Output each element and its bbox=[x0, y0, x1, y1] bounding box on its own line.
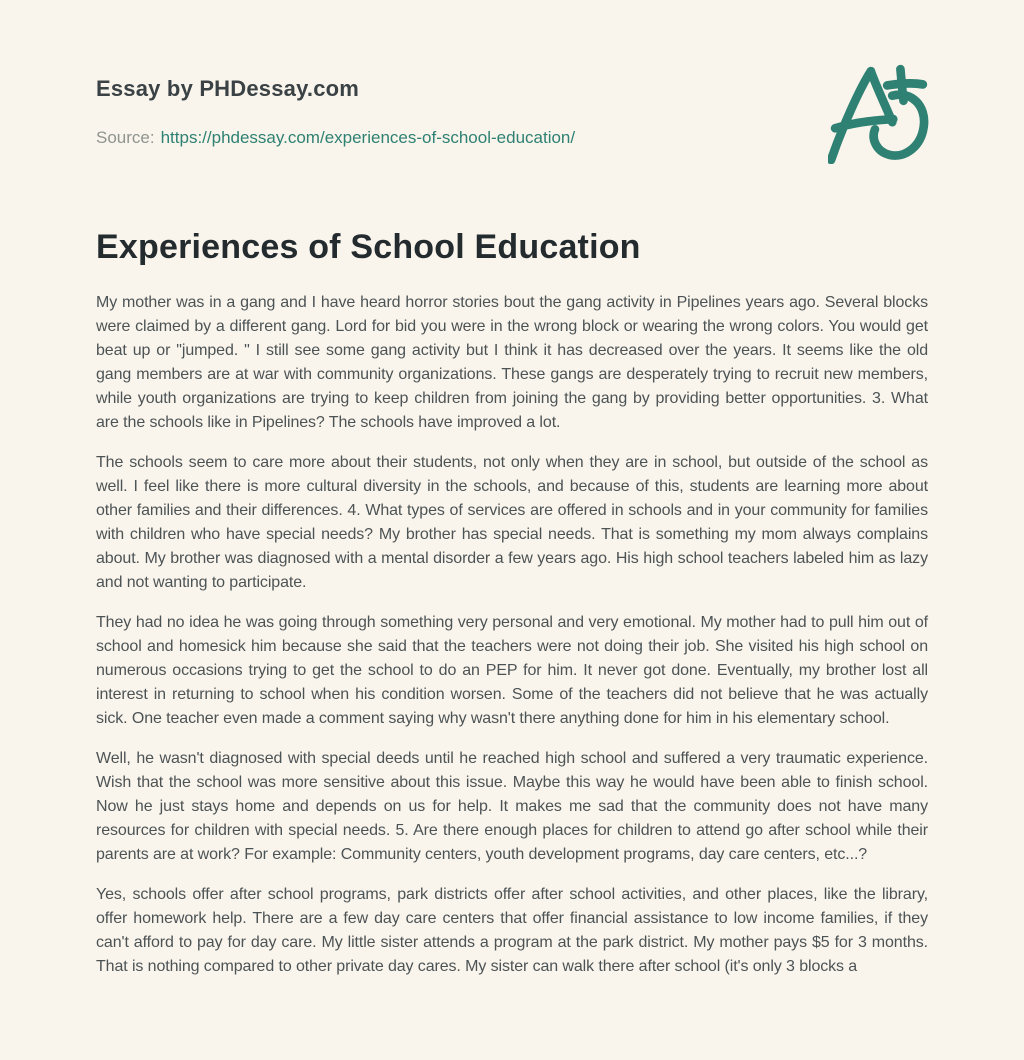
phdessay-logo bbox=[828, 62, 930, 164]
essay-paragraph: Yes, schools offer after school programs, park districts offer after school activities, and other places, like the library, offer homework help. There are a few day care centers that offer financial assistance to low income families, if they can't afford to pay for day care. My little sister attends a program at the park district. My mother pays $5 for 3 months. That is nothing compared to other private day cares. My sister can walk there after school (it's only 3 blocks a bbox=[96, 886, 928, 976]
essay-paragraph: My mother was in a gang and I have heard horror stories bout the gang activity in Pipelines years ago. Several blocks were claimed by a different gang. Lord for bid you were in the wrong block or wearing the wrong colors. You would get beat up or "jumped. " I still see some gang activity but I think it has decreased over the years. It seems like the old gang members are at war with community organizations. These gangs are desperately trying to recruit new members, while youth organizations are trying to keep children from joining the gang by providing better opportunities. 3. What are the schools like in Pipelines? The schools have improved a lot. bbox=[96, 294, 928, 432]
header-title: Essay by PHDessay.com bbox=[96, 76, 360, 101]
essay-paragraph: The schools seem to care more about their students, not only when they are in school, but outside of the school as well. I feel like there is more cultural diversity in the schools, and because of this, students are learning more about other families and their differences. 4. What types of services are offered in schools and in your community for families with children who have special needs? My brother has special needs. That is something my mom always complains about. My brother was diagnosed with a mental disorder a few years ago. His high school teachers labeled him as lazy and not wanting to participate. bbox=[96, 454, 928, 592]
source-link[interactable]: https://phdessay.com/experiences-of-school-education/ bbox=[160, 128, 576, 147]
essay-body bbox=[96, 291, 928, 979]
source-line bbox=[96, 128, 928, 148]
essay-title: Experiences of School Education bbox=[96, 228, 641, 266]
a-plus-icon bbox=[828, 62, 930, 164]
source-label: Source: bbox=[96, 128, 155, 147]
essay-content bbox=[96, 228, 928, 979]
page-header bbox=[96, 78, 928, 148]
essay-paragraph: They had no idea he was going through something very personal and very emotional. My mother had to pull him out of school and homesick him because she said that the teachers were not doing their job. She visited his high school on numerous occasions trying to get the school to do an PEP for him. It never got done. Eventually, my brother lost all interest in returning to school when his condition worsen. Some of the teachers did not believe that he was actually sick. One teacher even made a comment saying why wasn't there anything done for him in his elementary school. bbox=[96, 614, 928, 728]
essay-paragraph: Well, he wasn't diagnosed with special deeds until he reached high school and suffered a very traumatic experience. Wish that the school was more sensitive about this issue. Maybe this way he would have been able to finish school. Now he just stays home and depends on us for help. It makes me sad that the community does not have many resources for children with special needs. 5. Are there enough places for children to attend go after school while their parents are at work? For example: Community centers, youth development programs, day care centers, etc...? bbox=[96, 750, 928, 864]
